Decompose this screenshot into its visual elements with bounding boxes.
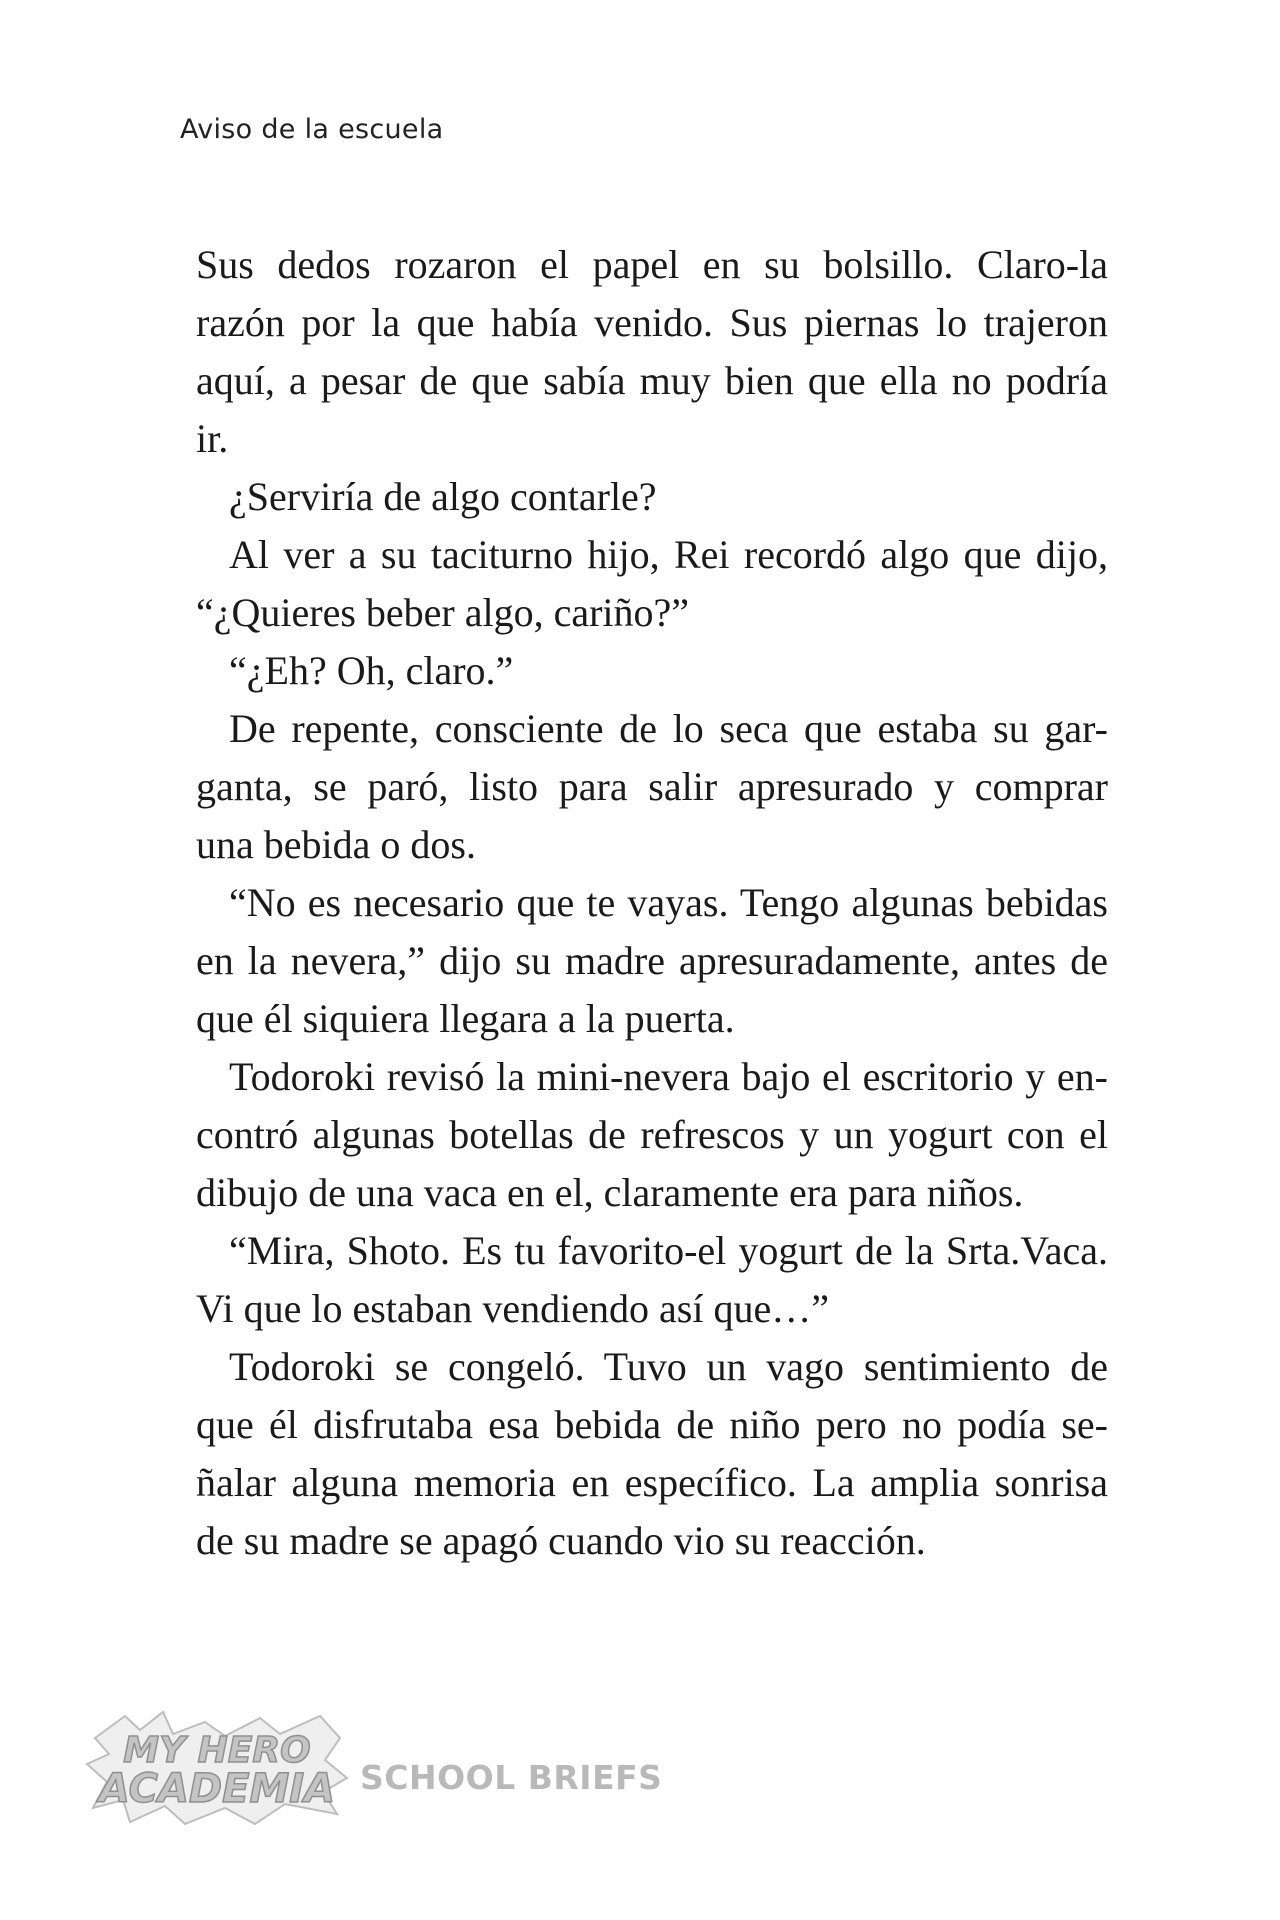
text-line: dibujo de una vaca en el, claramente era para niños. xyxy=(196,1170,1024,1215)
running-header: Aviso de la escuela xyxy=(180,114,444,145)
text-line: Sus dedos rozaron el papel en su bolsillo. Claro-la xyxy=(196,242,1108,287)
text-line: de su madre se apagó cuando vio su reacción. xyxy=(196,1518,926,1563)
text-line: en la nevera,” dijo su madre apresuradamente, antes de xyxy=(196,938,1108,983)
text-line: ganta, se paró, listo para salir apresurado y comprar xyxy=(196,764,1108,809)
logo-line1: MY HERO xyxy=(123,1730,311,1771)
text-line: Al ver a su taciturno hijo, Rei recordó algo que dijo, xyxy=(229,532,1108,577)
series-title: SCHOOL BRIEFS xyxy=(360,1758,663,1797)
text-line: “Mira, Shoto. Es tu favorito-el yogurt de la Srta.Vaca. xyxy=(229,1228,1108,1273)
logo-line2: ACADEMIA xyxy=(98,1766,336,1812)
page-footer xyxy=(85,1708,675,1828)
text-line: contró algunas botellas de refrescos y un yogurt con el xyxy=(196,1112,1108,1157)
text-line: aquí, a pesar de que sabía muy bien que ella no podría xyxy=(196,358,1108,403)
text-line: que él disfrutaba esa bebida de niño pero no podía se- xyxy=(196,1402,1108,1447)
text-line: ir. xyxy=(196,416,229,461)
text-line: “¿Quieres beber algo, cariño?” xyxy=(196,590,690,635)
text-line: “¿Eh? Oh, claro.” xyxy=(229,648,514,693)
text-line: ¿Serviría de algo contarle? xyxy=(229,474,657,519)
text-line: “No es necesario que te vayas. Tengo algunas bebidas xyxy=(229,880,1108,925)
text-line: De repente, consciente de lo seca que estaba su gar- xyxy=(229,706,1108,751)
body-text xyxy=(196,236,1108,1570)
series-logo xyxy=(85,1708,355,1828)
text-line: Todoroki se congeló. Tuvo un vago sentimiento de xyxy=(229,1344,1108,1389)
text-line: Todoroki revisó la mini-nevera bajo el escritorio y en- xyxy=(229,1054,1108,1099)
text-line: Vi que lo estaban vendiendo así que…” xyxy=(196,1286,829,1331)
text-line: una bebida o dos. xyxy=(196,822,476,867)
text-line: ñalar alguna memoria en específico. La amplia sonrisa xyxy=(196,1460,1108,1505)
text-line: que él siquiera llegara a la puerta. xyxy=(196,996,735,1041)
text-line: razón por la que había venido. Sus piernas lo trajeron xyxy=(196,300,1108,345)
